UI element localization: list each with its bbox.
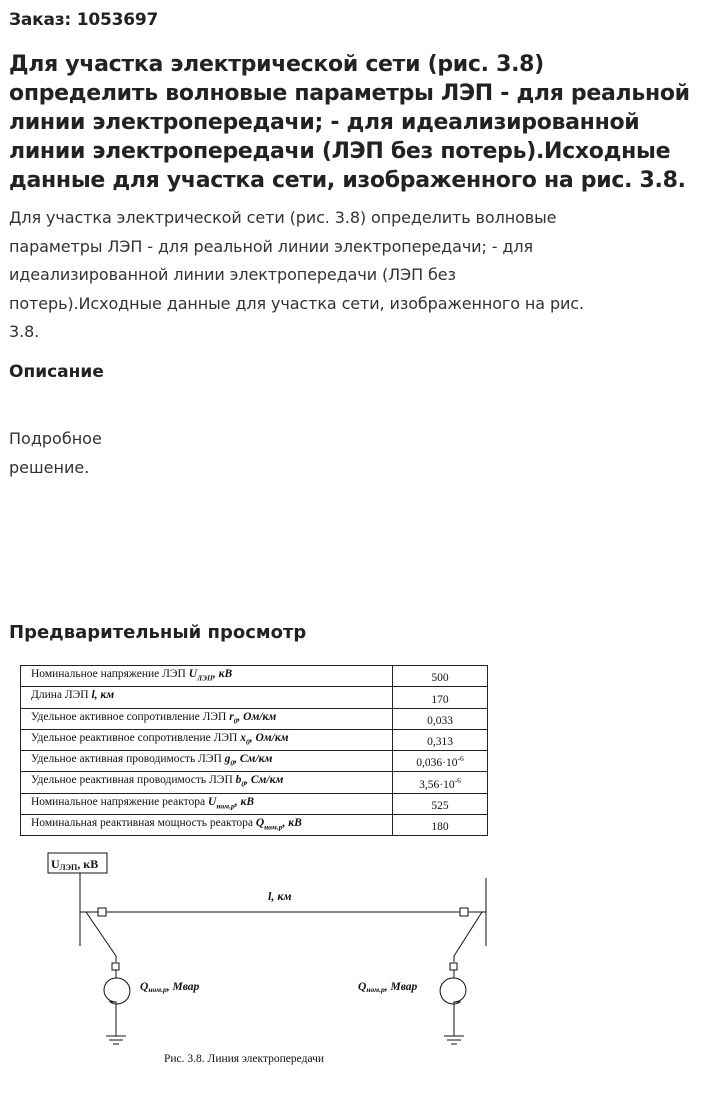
left-reactor-switch-icon bbox=[112, 963, 119, 970]
param-name-cell: Номинальное напряжение реактора $U_{ном.р}$, кВ bbox=[21, 793, 393, 814]
right-reactor-branch bbox=[454, 912, 482, 962]
line-length-label: l, км bbox=[268, 889, 292, 903]
lead-paragraph bbox=[9, 204, 689, 347]
param-value-cell: 0,033 bbox=[393, 708, 488, 729]
left-reactor-branch bbox=[86, 912, 116, 962]
param-value-cell: 500 bbox=[393, 666, 488, 687]
table-row bbox=[21, 772, 488, 793]
left-reactor-lead bbox=[104, 978, 116, 1002]
param-value-cell: $0,036\cdot 10^{-6}$ bbox=[393, 751, 488, 772]
table-row bbox=[21, 708, 488, 729]
lead-line: потерь).Исходные данные для участка сети, изображенного на рис. bbox=[9, 293, 584, 313]
voltage-label: UЛЭП, кВ bbox=[51, 857, 99, 872]
param-name-cell: Удельное активное сопротивление ЛЭП $r_0$, Ом/км bbox=[21, 708, 393, 729]
param-value-cell: 170 bbox=[393, 687, 488, 708]
param-name-cell: Удельное реактивная проводимость ЛЭП $b_0$, См/км bbox=[21, 772, 393, 793]
description-text: Подробное решение. bbox=[9, 429, 102, 477]
lead-line: параметры ЛЭП - для реальной линии электропередачи; - для bbox=[9, 236, 534, 256]
table-row bbox=[21, 815, 488, 836]
page-title: Для участка электрической сети (рис. 3.8) определить волновые параметры ЛЭП - для реальной линии электропередачи; - для идеализированной линии электропередачи (ЛЭП без потерь).Исходные данные для участка сети, изображенного на рис. 3.8. bbox=[9, 52, 690, 193]
figure-caption: Рис. 3.8. Линия электропередачи bbox=[164, 1053, 325, 1065]
param-value-cell: 0,313 bbox=[393, 729, 488, 750]
right-reactor-lead bbox=[454, 978, 466, 1002]
right-reactor-label: Qном.р, Мвар bbox=[358, 981, 418, 994]
table-row bbox=[21, 793, 488, 814]
table-row bbox=[21, 729, 488, 750]
param-value-cell: $3,56\cdot 10^{-6}$ bbox=[393, 772, 488, 793]
parameters-table bbox=[20, 665, 488, 836]
right-reactor-switch-icon bbox=[450, 963, 457, 970]
lead-line: Для участка электрической сети (рис. 3.8) определить волновые bbox=[9, 208, 557, 227]
param-name-cell: Длина ЛЭП l, км bbox=[21, 687, 393, 708]
param-name-cell: Номинальная реактивная мощность реактора $Q_{ном.р}$, кВ bbox=[21, 815, 393, 836]
lead-line: 3.8. bbox=[9, 322, 40, 341]
param-value-cell: 525 bbox=[393, 793, 488, 814]
left-line-breaker-icon bbox=[98, 908, 106, 916]
lead-line: идеализированной линии электропередачи (ЛЭП без bbox=[9, 265, 456, 284]
right-line-breaker-icon bbox=[460, 908, 468, 916]
table-row bbox=[21, 751, 488, 772]
left-reactor-label: Qном.р, Мвар bbox=[140, 981, 200, 994]
power-line-diagram bbox=[36, 848, 516, 1073]
table-row bbox=[21, 687, 488, 708]
preview-heading: Предварительный просмотр bbox=[9, 622, 307, 643]
param-name-cell: Удельное реактивное сопротивление ЛЭП $x_0$, Ом/км bbox=[21, 729, 393, 750]
param-value-cell: 180 bbox=[393, 815, 488, 836]
param-name-cell: Номинальное напряжение ЛЭП $U_{ЛЭП}$, кВ bbox=[21, 666, 393, 687]
param-name-cell: Удельное активная проводимость ЛЭП $g_0$, См/км bbox=[21, 751, 393, 772]
description-heading: Описание bbox=[9, 362, 104, 382]
table-row bbox=[21, 666, 488, 687]
order-number: Заказ: 1053697 bbox=[9, 10, 159, 30]
